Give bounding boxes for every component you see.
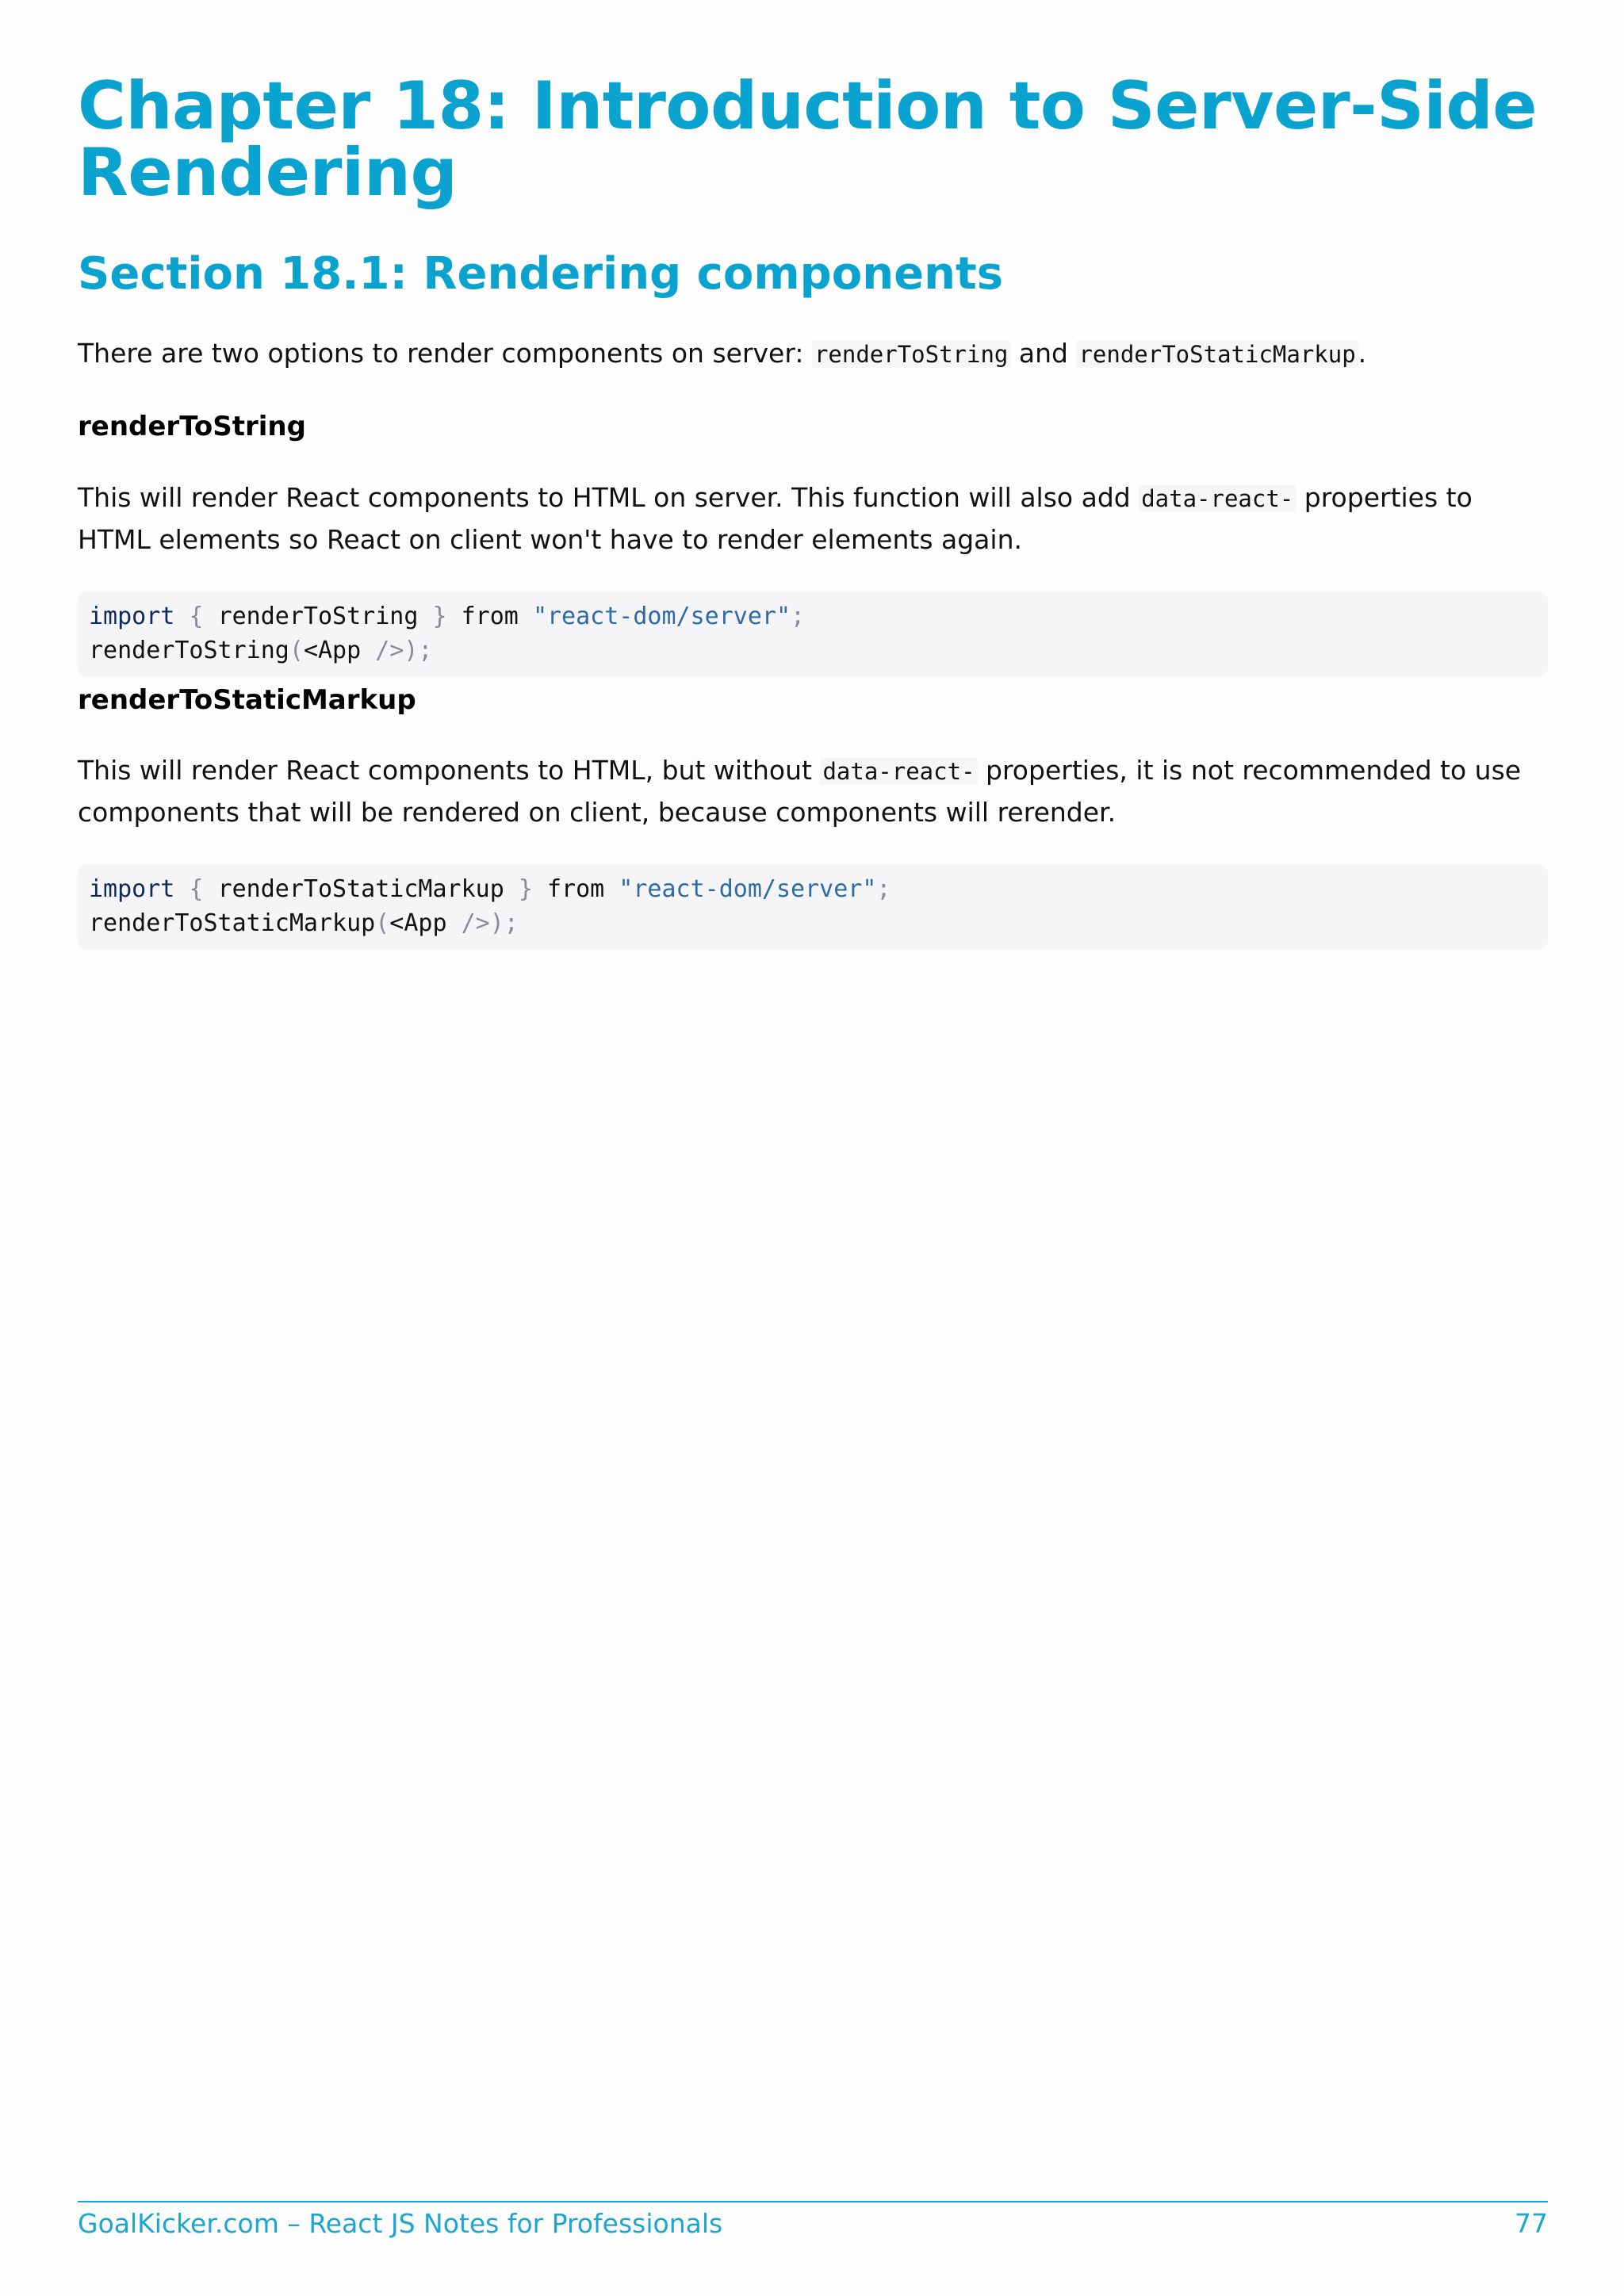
render-to-static-markup-text-1: This will render React components to HTML, but without: [78, 755, 821, 786]
inline-code-data-react: data-react-: [1139, 485, 1296, 512]
code-identifier: renderToStaticMarkup: [217, 875, 504, 903]
intro-text-3: .: [1358, 338, 1367, 369]
render-to-string-heading: renderToString: [78, 411, 306, 442]
code-punct: );: [404, 637, 433, 664]
inline-code-data-react: data-react-: [820, 758, 977, 785]
code-punct: (: [289, 637, 304, 664]
code-punct: {: [174, 875, 218, 903]
page-number: 77: [1515, 2208, 1548, 2239]
footer-divider: [78, 2201, 1548, 2202]
intro-paragraph: [78, 333, 1548, 375]
code-jsx-tag: <App: [389, 909, 447, 937]
code-keyword: import: [89, 875, 175, 903]
code-block-render-to-static-markup: [78, 864, 1548, 950]
code-string: "react-dom/server": [619, 875, 877, 903]
render-to-static-markup-heading: renderToStaticMarkup: [78, 684, 416, 716]
code-block-render-to-string: [78, 591, 1548, 677]
code-punct: }: [504, 875, 547, 903]
code-punct: }: [418, 603, 462, 630]
footer-source: GoalKicker.com – React JS Notes for Professionals: [78, 2208, 723, 2239]
code-punct: (: [375, 909, 390, 937]
intro-text-2: and: [1010, 338, 1077, 369]
code-jsx-tag: <App: [303, 637, 362, 664]
inline-code-render-to-string: renderToString: [812, 341, 1010, 368]
code-punct: ;: [791, 603, 806, 630]
code-punct: );: [489, 909, 519, 937]
render-to-string-paragraph: [78, 477, 1548, 561]
render-to-static-markup-text-2: properties, it is not recommended to use components that will be rendered on client, because components will rerender.: [78, 755, 1522, 828]
chapter-title: Chapter 18: Introduction to Server-Side Rendering: [78, 67, 1538, 211]
code-punct: />: [361, 637, 404, 664]
code-punct: {: [174, 603, 218, 630]
code-keyword: import: [89, 603, 175, 630]
render-to-string-text-1: This will render React components to HTML on server. This function will also add: [78, 482, 1139, 513]
code-punct: />: [446, 909, 490, 937]
render-to-static-markup-paragraph: [78, 750, 1548, 833]
section-title: Section 18.1: Rendering components: [78, 248, 1004, 300]
code-from: from: [461, 603, 519, 630]
code-space: [519, 603, 533, 630]
code-from: from: [546, 875, 605, 903]
code-string: "react-dom/server": [532, 603, 791, 630]
inline-code-render-to-static-markup: renderToStaticMarkup: [1076, 341, 1358, 368]
code-space: [604, 875, 619, 903]
intro-text-1: There are two options to render components on server:: [78, 338, 812, 369]
code-punct: ;: [876, 875, 891, 903]
code-call: renderToStaticMarkup: [89, 909, 376, 937]
render-to-string-text-2: properties to HTML elements so React on client won't have to render elements again.: [78, 482, 1473, 555]
code-call: renderToString: [89, 637, 289, 664]
code-identifier: renderToString: [217, 603, 419, 630]
